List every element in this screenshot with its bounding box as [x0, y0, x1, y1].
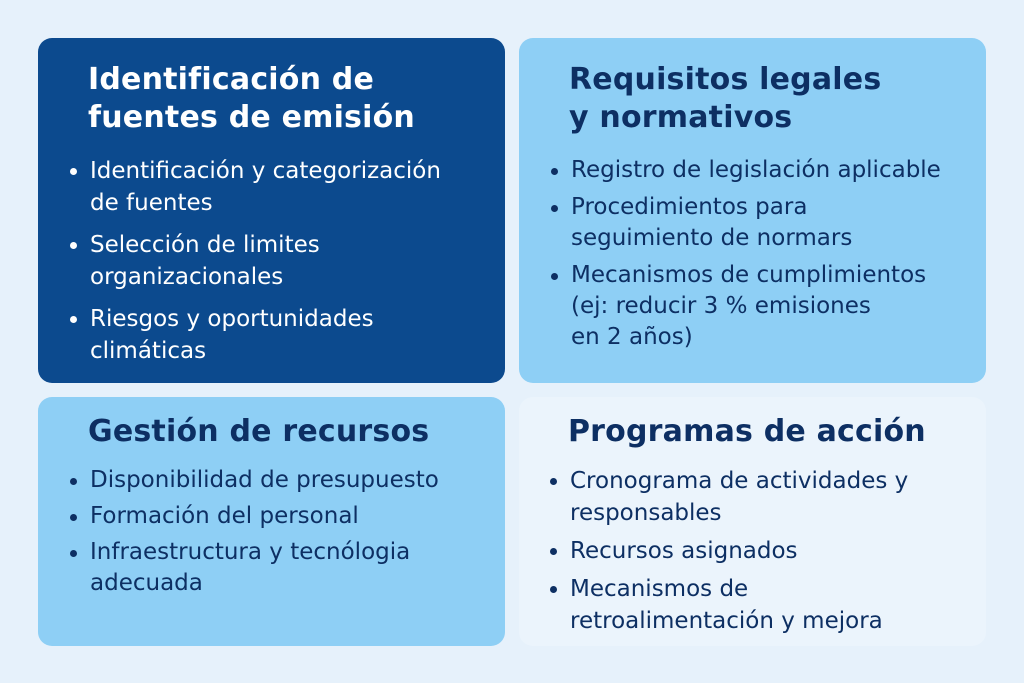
bullet-icon [70, 550, 77, 557]
list-item-text: Cronograma de actividades y responsables [570, 468, 909, 526]
list-item-text: Mecanismos de retroalimentación y mejora [570, 576, 883, 634]
bullet-icon [70, 514, 77, 521]
list-item [550, 535, 986, 567]
list-item-text: Registro de legislación aplicable [571, 157, 941, 183]
list-item-text: Recursos asignados [570, 538, 798, 564]
card-list [519, 155, 986, 353]
list-item [551, 155, 986, 186]
card-resource-management [38, 397, 505, 646]
bullet-icon [550, 548, 557, 555]
card-title: Gestión de recursos [88, 414, 430, 449]
list-item-text: Riesgos y oportunidades climáticas [90, 306, 374, 364]
card-emission-sources [38, 38, 505, 383]
list-item-text: Infraestructura y tecnólogia adecuada [90, 539, 411, 596]
list-item [70, 537, 505, 599]
card-list [38, 155, 505, 367]
card-list [38, 465, 505, 599]
bullet-icon [550, 478, 557, 485]
list-item-text: Selección de limites organizacionales [90, 232, 320, 290]
bullet-icon [70, 478, 77, 485]
bullet-icon [551, 273, 558, 280]
list-item [551, 260, 986, 353]
list-item [550, 465, 986, 529]
bullet-icon [550, 586, 557, 593]
card-legal-requirements [519, 38, 986, 383]
bullet-icon [70, 168, 77, 175]
list-item [551, 192, 986, 254]
card-title: Programas de acción [568, 414, 926, 449]
list-item [70, 465, 505, 496]
list-item-text: Mecanismos de cumplimientos (ej: reducir 3 % emisiones en 2 años) [571, 262, 927, 350]
list-item [70, 303, 505, 367]
list-item [70, 229, 505, 293]
bullet-icon [551, 205, 558, 212]
bullet-icon [70, 316, 77, 323]
list-item [70, 501, 505, 532]
list-item-text: Procedimientos para seguimiento de normars [571, 194, 853, 251]
bullet-icon [70, 242, 77, 249]
list-item-text: Disponibilidad de presupuesto [90, 467, 439, 493]
list-item [550, 573, 986, 637]
list-item-text: Identificación y categorización de fuentes [90, 158, 441, 216]
card-title: Requisitos legales y normativos [569, 62, 882, 135]
list-item-text: Formación del personal [90, 503, 359, 529]
bullet-icon [551, 168, 558, 175]
card-title: Identificación de fuentes de emisión [88, 62, 415, 135]
card-action-programs [519, 397, 986, 646]
card-list [519, 465, 986, 637]
list-item [70, 155, 505, 219]
